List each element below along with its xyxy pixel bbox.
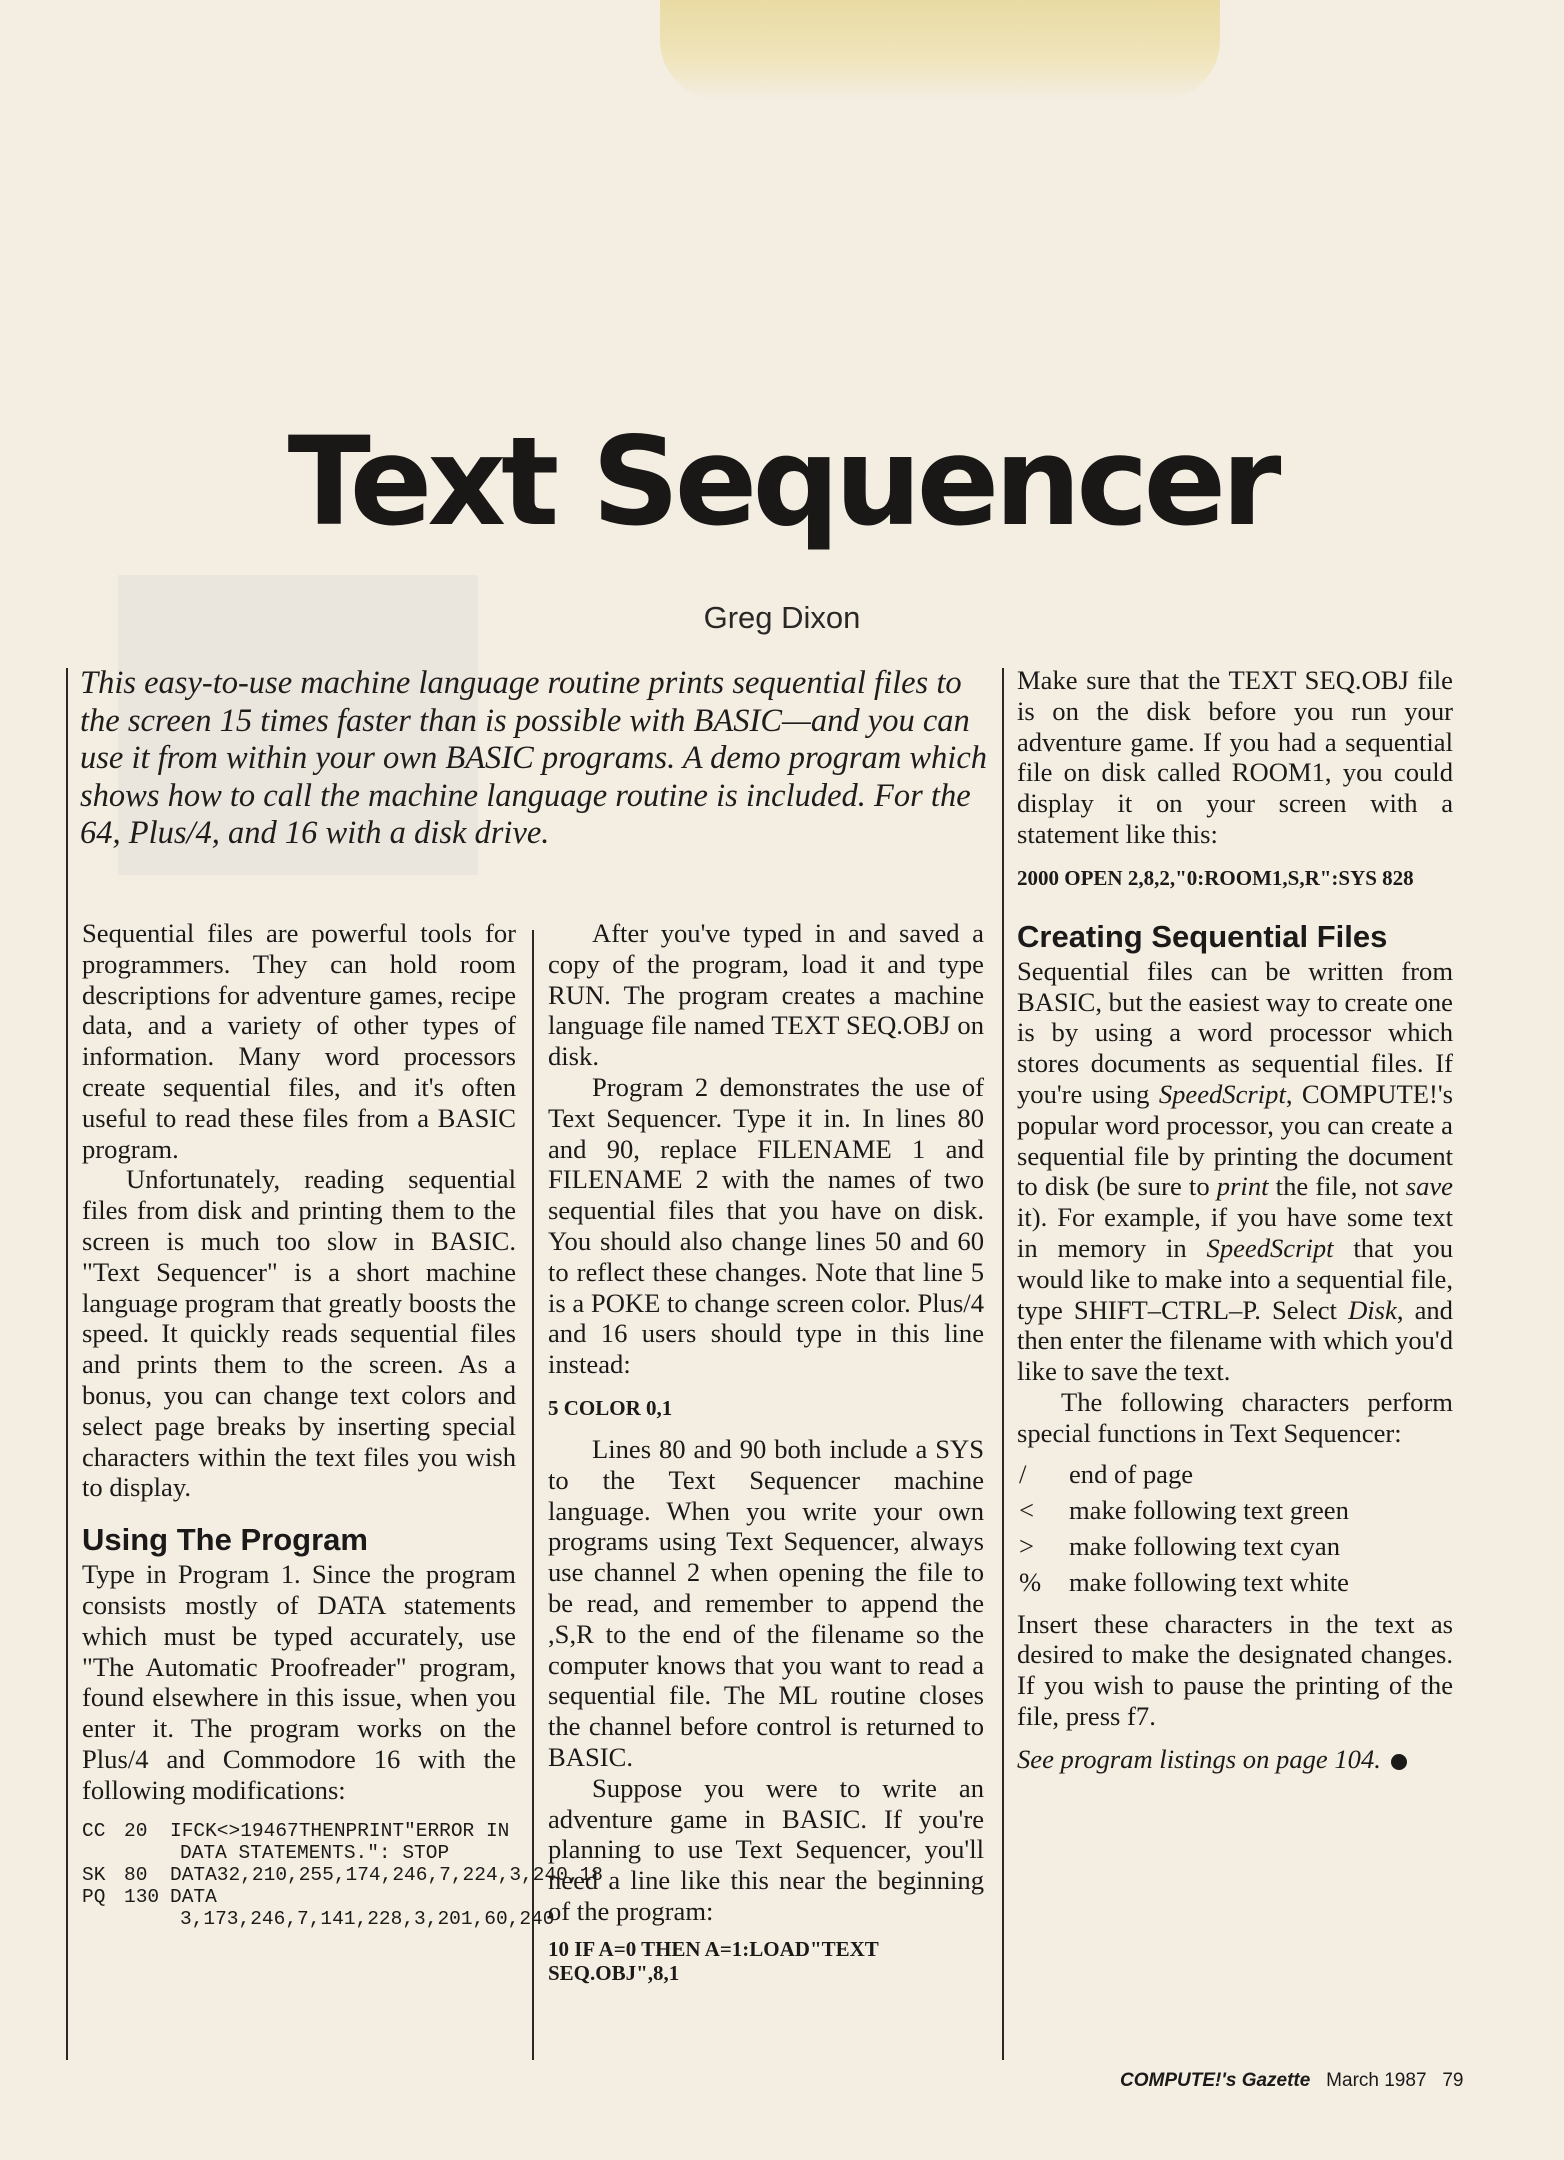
article-deck: This easy-to-use machine language routine prints sequential files to the screen 15 times faster than is possible with BASIC—and you can use it from within your own BASIC programs. A demo program which shows how to call the machine language routine is included. For the 64, Plus/4, and 16 with a disk drive. — [80, 665, 988, 851]
issue-date: March 1987 — [1326, 2070, 1427, 2091]
code-line: 2000 OPEN 2,8,2,"0:ROOM1,S,R":SYS 828 — [1017, 865, 1414, 890]
code-line: 5 COLOR 0,1 — [548, 1395, 673, 1420]
line-code: DATA32,210,255,174,246,7,224,3,240,18 — [170, 1863, 603, 1886]
column-1 — [82, 918, 603, 1930]
list-item — [1017, 1457, 1453, 1493]
code-line: 10 IF A=0 THEN A=1:LOAD"TEXT SEQ.OBJ",8,1 — [548, 1936, 879, 1985]
checksum-tag: SK — [82, 1863, 106, 1886]
paragraph: Lines 80 and 90 both include a SYS to the Text Sequencer machine language. When you write your own programs using Text Sequencer, always use channel 2 when opening the file to be read, and remember to append the ,S,R to the end of the filename so the computer knows that you want to read a sequential file. The ML routine closes the channel before control is returned to BASIC. — [548, 1433, 984, 1772]
paragraph: The following characters perform special functions in Text Sequencer: — [1017, 1386, 1453, 1448]
list-item — [1017, 1529, 1453, 1565]
checksum-tag: CC — [82, 1819, 106, 1842]
line-number: 130 — [124, 1885, 160, 1908]
line-number: 80 — [124, 1863, 148, 1886]
listing-row — [82, 1885, 555, 1930]
special-char-desc: make following text white — [1069, 1567, 1349, 1598]
section-heading: Using The Program — [82, 1522, 368, 1558]
checksum-tag: PQ — [82, 1885, 106, 1908]
column-3 — [1017, 665, 1453, 1775]
paragraph: Unfortunately, reading sequential files from disk and printing them to the screen is much too slow in BASIC. "Text Sequencer" is a short machine language program that greatly boosts the speed. It quickly reads sequential files and prints them to the screen. As a bonus, you can change text colors and select page breaks by inserting special characters within the text files you wish to display. — [82, 1164, 516, 1503]
column-2 — [548, 918, 984, 1999]
paragraph: Insert these characters in the text as desired to make the designated changes. If you wish to pause the printing of the file, press f7. — [1017, 1608, 1453, 1731]
article-title: Text Sequencer — [287, 411, 1277, 553]
page-footer — [1120, 2070, 1500, 2092]
line-code: DATA 3,173,246,7,141,228,3,201,60,240 — [170, 1885, 555, 1930]
column-divider-right — [1002, 668, 1004, 2060]
author-byline: Greg Dixon — [703, 600, 861, 635]
line-code: IFCK<>19467THENPRINT"ERROR IN DATA STATEMENTS.": STOP — [170, 1819, 522, 1864]
listing-row — [82, 1863, 603, 1886]
paragraph: Suppose you were to write an adventure game in BASIC. If you're planning to use Text Sequencer, you'll need a line like this near the beginning of the program: — [548, 1772, 984, 1926]
program-listing — [82, 1819, 603, 1930]
paragraph: Sequential files can be written from BASIC, but the easiest way to create one is by using a word processor which stores documents as sequential files. If you're using SpeedScript, COMPUTE!'s popular word processor, you can create a sequential file by printing the document to disk (be sure to print the file, not save it). For example, if you have some text in memory in SpeedScript that you would like to make into a sequential file, type SHIFT–CTRL–P. Select Disk, and then enter the filename with which you'd like to save the text. — [1017, 955, 1453, 1387]
line-number: 20 — [124, 1819, 148, 1842]
special-char: % — [1019, 1567, 1042, 1598]
column-divider-left — [66, 668, 68, 2060]
paragraph: Sequential files are powerful tools for programmers. They can hold room descriptions for adventure games, recipe data, and a variety of other types of information. Many word processors create sequential files, and it's often useful to read these files from a BASIC program. — [82, 918, 516, 1164]
paragraph: Make sure that the TEXT SEQ.OBJ file is on the disk before you run your adventure game. If you had a sequential file on disk called ROOM1, you could display it on your screen with a statement like this: — [1017, 665, 1453, 849]
special-char-desc: end of page — [1069, 1459, 1194, 1490]
page-number: 79 — [1442, 2070, 1464, 2091]
paragraph: Type in Program 1. Since the program consists mostly of DATA statements which must be typed accurately, use "The Automatic Proofreader" program, found elsewhere in this issue, when you enter it. The program works on the Plus/4 and Commodore 16 with the following modifications: — [82, 1559, 516, 1805]
bleed-through-yellow-tab — [660, 0, 1220, 100]
special-char-desc: make following text green — [1069, 1495, 1349, 1526]
special-char-desc: make following text cyan — [1069, 1531, 1341, 1562]
paragraph: Program 2 demonstrates the use of Text Sequencer. Type it in. In lines 80 and 90, replace FILENAME 1 and FILENAME 2 with the names of two sequential files that you have on disk. You should also change lines 50 and 60 to reflect these changes. Note that line 5 is a POKE to change screen color. Plus/4 and 16 users should type in this line instead: — [548, 1071, 984, 1380]
special-char: < — [1019, 1495, 1034, 1526]
special-char: > — [1019, 1531, 1034, 1562]
see-listings-note: See program listings on page 104. — [1017, 1744, 1453, 1775]
listing-row — [82, 1819, 522, 1864]
list-item — [1017, 1493, 1453, 1529]
list-item — [1017, 1565, 1453, 1601]
section-heading: Creating Sequential Files — [1017, 918, 1388, 954]
paragraph: After you've typed in and saved a copy of the program, load it and type RUN. The program creates a machine language file named TEXT SEQ.OBJ on disk. — [548, 918, 984, 1072]
special-characters-list — [1017, 1457, 1453, 1601]
special-char: / — [1019, 1459, 1027, 1490]
magazine-name: COMPUTE!'s Gazette — [1120, 2070, 1311, 2091]
end-mark-icon — [1391, 1754, 1407, 1770]
